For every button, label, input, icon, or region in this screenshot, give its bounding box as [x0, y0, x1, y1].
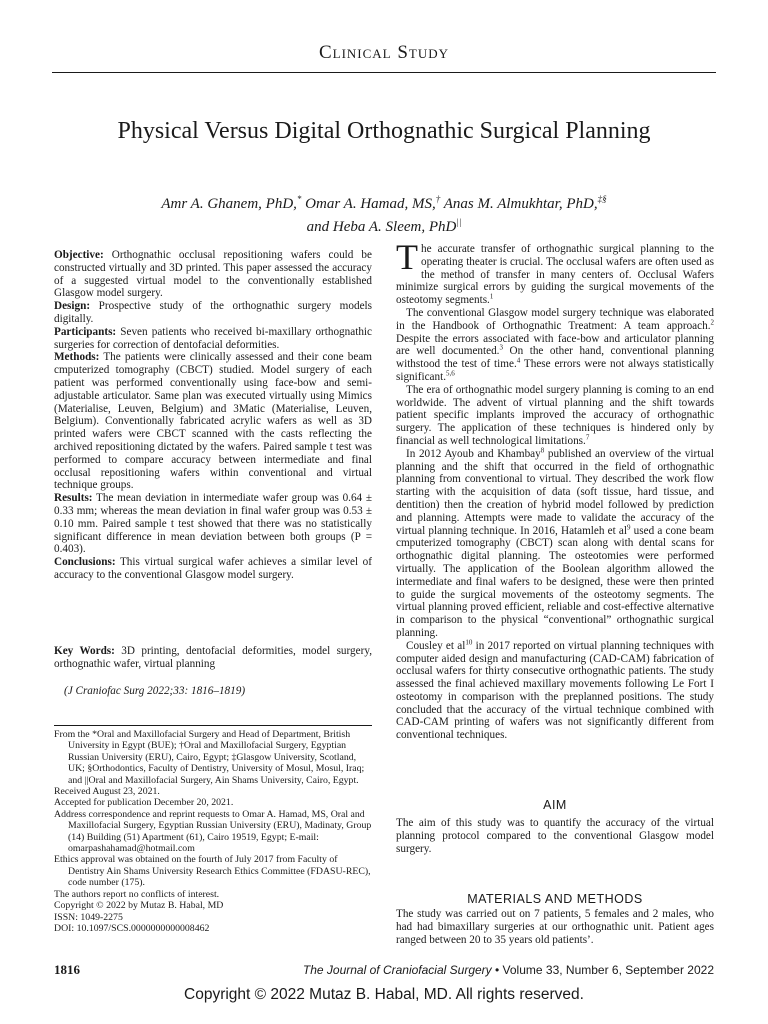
abstract-objective — [54, 249, 372, 300]
header-rule — [52, 72, 716, 73]
footnote-copyright: Copyright © 2022 by Mutaz B. Habal, MD — [54, 900, 224, 912]
author-list — [80, 190, 688, 236]
footnote-rule — [54, 725, 372, 726]
aim-heading: AIM — [543, 798, 567, 812]
intro-paragraph — [396, 637, 714, 742]
keywords — [54, 645, 372, 671]
author-name: and Heba A. Sleem, PhD — [306, 219, 457, 235]
citation-ref: 5,6 — [446, 369, 455, 378]
author-affil-mark: ‡§ — [597, 194, 607, 204]
intro-text: published an overview of the virtual planning and the shift that occurred in the field of orthognathic planning from conventional to virtual. They described the work flow starting with the acquisition of data (soft tissue, hard tissue, and dentition) then the creation of hybrid model followed by prediction and planning. Attempts were made to validate the accuracy of the virtual planning technique. In 2016, Hatamleh et al — [396, 447, 714, 537]
citation-ref: 2 — [710, 318, 714, 327]
abstract-results — [54, 492, 372, 556]
footnote-correspondence: Address correspondence and reprint requests to Omar A. Hamad, MS, Oral and Maxillofacial Surgery, Egyptian Russian University (ERU), Madinaty, Group (14) Building (51) Apartment (61), Cairo 19519, Egypt; E-mail: omarpashahamad@hotmail.com — [54, 808, 372, 855]
intro-paragraph — [396, 307, 714, 384]
copyright-notice: Copyright © 2022 Mutaz B. Habal, MD. All rights reserved. — [184, 986, 584, 1003]
author-affil-mark: || — [456, 217, 462, 227]
abstract-text: Prospective study of the orthognathic surgery models digitally. — [54, 300, 372, 325]
citation-ref: 3 — [499, 343, 503, 352]
keywords-text: 3D printing, dentofacial deformities, model surgery, orthognathic wafer, virtual planning — [54, 645, 372, 670]
intro-text: On the other hand, conventional planning withstood the test of time. — [396, 345, 714, 371]
abstract-text: Seven patients who received bi-maxillary orthognathic surgeries for correction of dentofacial deformities. — [54, 325, 372, 351]
footnote-affiliations: From the *Oral and Maxillofacial Surgery and Head of Department, British University in Egypt (BUE); †Oral and Maxillofacial Surgery, Egyptian Russian University (ERU), Cairo, Egypt; ‡Glasgow University, Scotland, UK; §Orthodontics, Faculty of Dentistry, University of Mosul, Mosul, Iraq; and ||Oral and Maxillofacial Surgery, Ain Shams University, Cairo, Egypt. — [54, 729, 365, 786]
abstract-label: Design: — [54, 300, 91, 313]
footnote-conflicts: The authors report no conflicts of interest. — [54, 888, 220, 900]
footnote-doi: DOI: 10.1097/SCS.0000000000008462 — [54, 922, 210, 934]
abstract-label: Results: — [54, 492, 93, 505]
intro-paragraph — [396, 448, 714, 640]
intro-text: These errors were not always statistically significant. — [396, 358, 715, 383]
intro-text: In 2012 Ayoub and Khambay — [406, 447, 541, 460]
abstract-text: The mean deviation in intermediate wafer group was 0.64 ± 0.33 mm; whereas the mean deviation in final wafer group was 0.53 ± 0.10 mm. Paired sample t test showed that there was no statistically significant difference in mean deviation between both groups (P = 0.403). — [54, 492, 372, 556]
journal-name: The Journal of Craniofacial Surgery — [302, 963, 492, 977]
abstract — [54, 249, 372, 582]
materials-heading: MATERIALS AND METHODS — [467, 892, 643, 906]
abstract-text: This virtual surgical wafer achieves a similar level of accuracy to the conventional Glasgow model surgery. — [54, 556, 372, 581]
intro-text: The conventional Glasgow model surgery technique was elaborated in the Handbook of Orthognathic Treatment: A team approach. — [396, 306, 714, 332]
abstract-label: Participants: — [54, 325, 117, 338]
materials-text: The study was carried out on 7 patients, 5 females and 2 males, who had had bimaxillary surgeries at our orthognathic unit. Patient ages ranged between 20 to 35 years old patients’. — [396, 908, 714, 946]
introduction — [396, 237, 715, 742]
keywords-label: Key Words: — [54, 645, 115, 657]
journal-info — [303, 963, 714, 977]
author-line-2 — [80, 213, 688, 236]
abstract-label: Conclusions: — [54, 556, 116, 569]
footnote-received: Received August 23, 2021. — [54, 786, 160, 798]
intro-text: Despite the errors associated with face-bow and articulator planning are well documented. — [396, 332, 714, 358]
intro-text: in 2017 reported on virtual planning techniques with computer aided design and manufacturing (CAD-CAM) fabrication of occlusal wafers for thirty consecutive orthognathic patients. The study assessed the final achieved maxillary movements following Le Fort I osteotomy in comparison with the preplanned positions. The study concluded that the accuracy of the virtual technique combined with CAD-CAM printing of wafers was not significantly different from conventional techniques. — [396, 639, 714, 742]
author-name: Anas M. Almukhtar, PhD, — [443, 196, 598, 212]
intro-text: The era of orthognathic model surgery planning is coming to an end worldwide. The advent of virtual planning and the shift towards patient specific implants improved the accuracy of orthognathic surgery. The application of these techniques is hindered only by financial as well technological limitations. — [396, 383, 714, 447]
citation-ref: 4 — [516, 356, 521, 365]
article-title: Physical Versus Digital Orthognathic Surgical Planning — [117, 118, 651, 144]
abstract-conclusions — [54, 556, 372, 582]
citation — [54, 685, 382, 698]
author-affil-mark: * — [296, 194, 302, 204]
citation-ref: 10 — [465, 637, 473, 646]
citation-ref: 1 — [489, 292, 494, 301]
abstract-label: Objective: — [54, 249, 104, 261]
author-line-1 — [80, 190, 688, 213]
footnote-ethics: Ethics approval was obtained on the fourth of July 2017 from Faculty of Dentistry Ain Shams University Research Ethics Committee (FDASU-REC), code number (175). — [54, 854, 371, 889]
abstract-participants — [54, 326, 372, 352]
abstract-text: Orthognathic occlusal repositioning wafers could be constructed virtually and 3D printed. This paper assessed the accuracy of a suggested virtual model to the conventionally established Glasgow model surgery. — [54, 249, 372, 300]
aim-text: The aim of this study was to quantify the accuracy of the virtual planning protocol compared to the conventional Glasgow model surgery. — [396, 817, 714, 855]
footnote-issn: ISSN: 1049-2275 — [54, 911, 123, 923]
drop-cap: T — [396, 237, 418, 277]
citation-ref: 8 — [540, 446, 545, 455]
intro-paragraph — [396, 384, 714, 448]
author-name: Omar A. Hamad, MS, — [305, 196, 436, 212]
journal-issue: • Volume 33, Number 6, September 2022 — [491, 963, 714, 977]
abstract-label: Methods: — [54, 351, 100, 364]
author-name: Amr A. Ghanem, PhD, — [161, 196, 297, 212]
intro-text: used a cone beam cmputerized tomography (CBCT) scan along with dental scans for orthognathic digital planning. The osteotomies were performed virtually. The application of the Boolean algorithm allowed the intermediate and final wafers to be designed, these were then printed to guide the surgical movements of the osteotomy segments. The virtual planning proved efficient, reliable and cost-effective alternative in comparison to the physical “conventional” orthognathic surgical planning. — [396, 524, 714, 639]
page-number: 1816 — [54, 962, 80, 977]
citation-text: (J Craniofac Surg 2022;33: 1816–1819) — [64, 685, 246, 697]
citation-ref: 7 — [585, 433, 590, 442]
intro-text: he accurate transfer of orthognathic surgical planning to the operating theater is crucial. The occlusal wafers are often used as the method of transfer in many centers of. Occlusal Wafers minimize surgical errors by guiding the surgical movements of the osteotomy segments. — [396, 243, 714, 307]
abstract-design — [54, 300, 372, 326]
abstract-methods — [54, 351, 372, 492]
footnotes — [54, 729, 372, 934]
author-affil-mark: † — [435, 194, 441, 204]
abstract-text: The patients were clinically assessed and their cone beam cmputerized tomography (CBCT) studied. Model surgery of each patient was performed conventionally using face-bow and semi-adjustable articulator. Same plan was executed virtually using Mimics (Materialise, Leuven, Belgium) and 3Matic (Materialise, Leuven, Belgium). Conventionally fabricated acrylic wafers as well as 3D printed wafers were CBCT scanned with the casts reflecting the archived repositioning dictated by the wafers. Paired sample t test was performed to compare accuracy between intermediate and final occlusal repositioning wafers within conventional and virtual technique groups. — [54, 351, 372, 492]
intro-text: Cousley et al — [406, 639, 466, 652]
intro-paragraph — [396, 237, 714, 307]
section-label: Clinical Study — [318, 42, 450, 63]
footnote-accepted: Accepted for publication December 20, 2021. — [54, 797, 234, 809]
citation-ref: 9 — [626, 522, 631, 531]
